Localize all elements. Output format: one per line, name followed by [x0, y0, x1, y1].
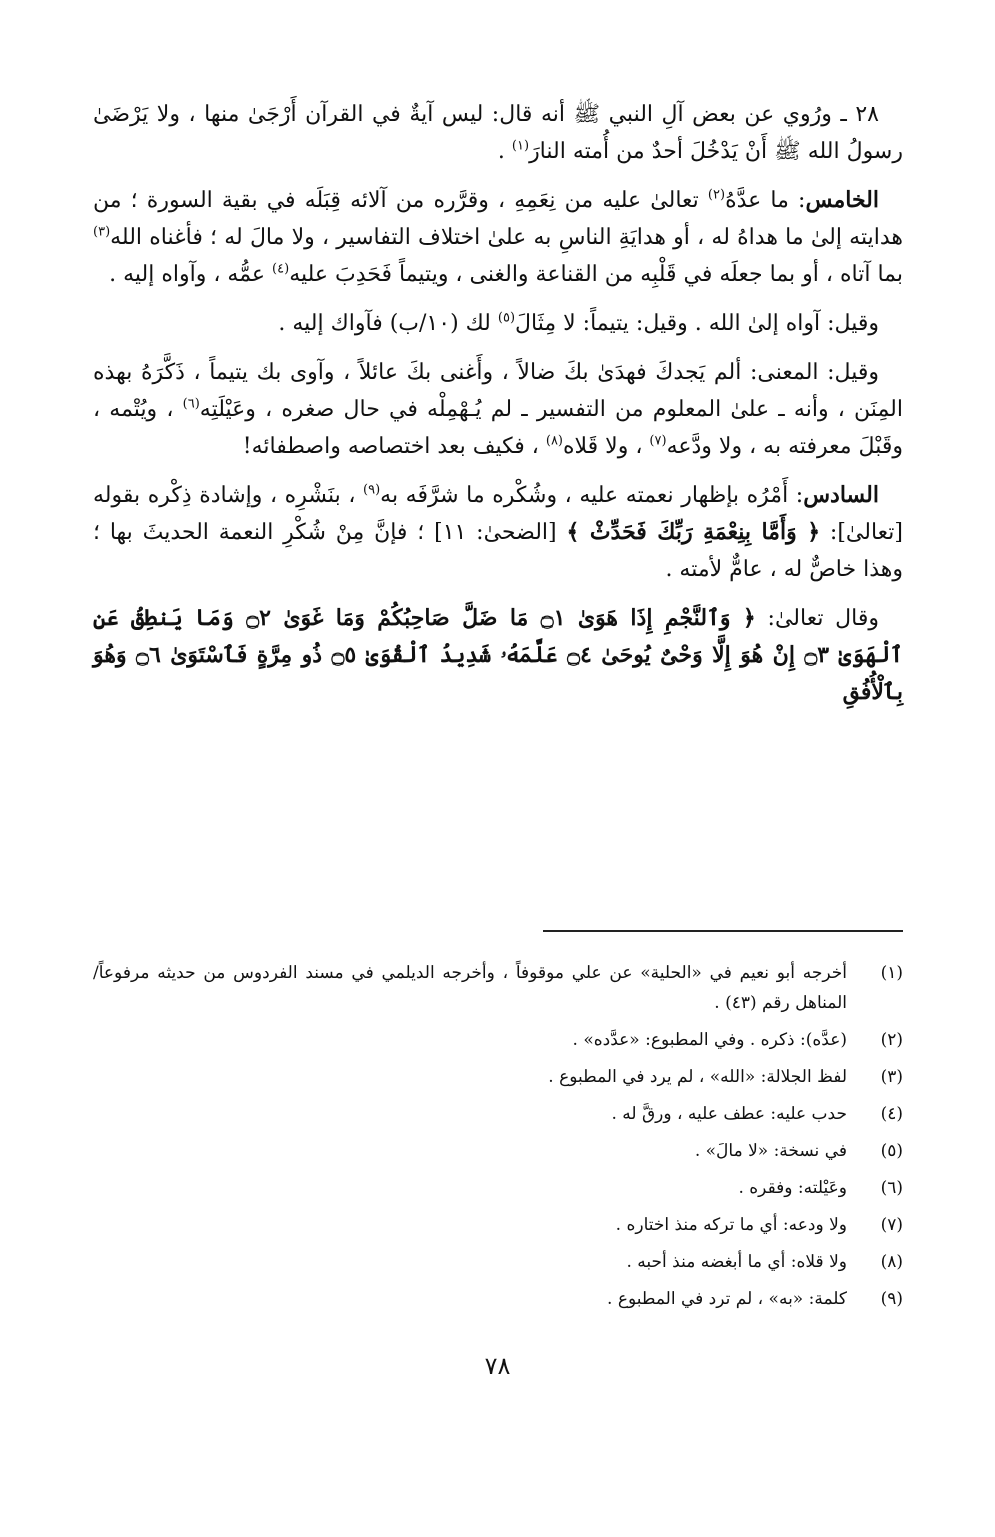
- footnote-ref-3: (٣): [93, 224, 111, 240]
- footnote-ref-8: (٨): [545, 433, 563, 449]
- footnote-number: (١): [880, 963, 903, 983]
- paragraph-sixth: [93, 477, 903, 588]
- footnote-number: (٩): [880, 1289, 903, 1309]
- paragraph-qil-2: [93, 354, 903, 465]
- footnote-text: لفظ الجلالة: «الله» ، لم يرد في المطبوع .: [548, 1067, 847, 1087]
- paragraph-text: وقيل: آواه إلىٰ الله . وقيل: يتيماً: لا مِثَالَ: [515, 311, 879, 336]
- footnote-text: حدب عليه: عطف عليه ، ورقَّ له .: [611, 1104, 847, 1124]
- footnotes: [93, 958, 903, 1321]
- footnote-text: وعَيْلته: وفقره .: [738, 1178, 847, 1198]
- quran-quote: ﴿ وَٱلنَّجْمِ إِذَا هَوَىٰ ۝١ مَا ضَلَّ صَاحِبُكُمْ وَمَا غَوَىٰ ۝٢ وَمَا يَنطِقُ عَنِ ٱلْهَوَىٰ ۝٣ إِنْ هُوَ إِلَّا وَحْىٌ يُوحَىٰ ۝٤ عَلَّمَهُۥ شَدِيدُ ٱلْقُوَىٰ ۝٥ ذُو مِرَّةٍ فَٱسْتَوَىٰ ۝٦ وَهُوَ بِٱلْأُفُقِ: [93, 605, 904, 705]
- main-text: [93, 96, 903, 723]
- paragraph-text: ، ولا قَلاه: [563, 434, 650, 459]
- paragraph-text: وقال تعالىٰ:: [755, 606, 880, 631]
- footnote-ref-9: (٩): [363, 482, 381, 498]
- paragraph-text: ، بنَشْرِه ، وإشادة ذِكْره بقوله [تعالىٰ]:: [93, 483, 903, 545]
- paragraph-qil-1: [93, 305, 903, 342]
- footnote-item: [93, 1173, 903, 1203]
- paragraph-fifth: [93, 182, 903, 293]
- footnote-number: (٢): [880, 1030, 903, 1050]
- paragraph-text: عمُّه ، وآواه إليه .: [109, 262, 273, 287]
- paragraph-text: : أَمْرُه بإظهار نعمته عليه ، وشُكْره ما شرَّفَه به: [380, 483, 804, 508]
- paragraph-text: ، ويُتْمه ، وقَبْلَ معرفته به ، ولا ودَّعه: [93, 397, 903, 459]
- footnote-item: [93, 1062, 903, 1092]
- footnote-item: [93, 1247, 903, 1277]
- paragraph-text: ٢٨ ـ ورُوي عن بعض آلِ النبي ﷺ أنه قال: ليس آيةٌ في القرآن أَرْجَىٰ منها ، ولا يَرْضَىٰ رسولُ الله ﷺ أَنْ يَدْخُلَ أحدٌ من أُمته النارَ: [93, 102, 903, 164]
- footnote-text: ولا ودعه: أي ما تركه منذ اختاره .: [615, 1215, 847, 1235]
- footnote-number: (٧): [880, 1215, 903, 1235]
- section-lead-fifth: الخامس: [805, 187, 879, 213]
- paragraph-text: تعالىٰ عليه من نِعَمِهِ ، وقرَّره من آلائه قِبَلَه في بقية السورة ؛ من هدايته إلىٰ ما هداهُ له ، أو هدايَةِ الناسِ به علىٰ اختلاف التفاسير ، ولا مالَ له ؛ فأغناه الله: [93, 188, 903, 250]
- footnote-item: [93, 1210, 903, 1240]
- section-lead-sixth: السادس: [803, 482, 879, 508]
- paragraph-najm: [93, 600, 903, 711]
- footnote-ref-2: (٢): [707, 187, 726, 203]
- footnote-item: [93, 1025, 903, 1055]
- footnote-text: أخرجه أبو نعيم في «الحلية» عن علي موقوفاً ، وأخرجه الديلمي في مسند الفردوس من حديثه مرفوعاً/ المناهل رقم (٤٣) .: [93, 963, 847, 1013]
- footnote-ref-7: (٧): [649, 433, 667, 449]
- footnote-number: (٦): [880, 1178, 903, 1198]
- footnote-text: في نسخة: «لا مالَ» .: [694, 1141, 847, 1161]
- footnote-item: [93, 1136, 903, 1166]
- footnote-item: [93, 958, 903, 1018]
- page-number: ٧٨: [484, 1352, 511, 1380]
- paragraph-text: وقيل: المعنى: ألم يَجدكَ فهدَىٰ بكَ ضالاً ، وأَغنى بكَ عائلاً ، وآوى بك يتيماً ، ذَكَّرَهُ بهذه المِنَن ، وأنه ـ علىٰ المعلوم من التفسير ـ لم يُـهْمِلْه في حال صغره ، وعَيْلَتِه: [93, 360, 903, 422]
- footnote-ref-1: (١): [511, 138, 530, 154]
- paragraph-text: [الضحىٰ: ١١] ؛ فإنَّ مِنْ شُكْرِ النعمة الحديثَ بها ؛ وهذا خاصٌّ له ، عامٌّ لأمته .: [93, 520, 903, 582]
- footnote-item: [93, 1284, 903, 1314]
- quran-quote: ﴿ وَأَمَّا بِنِعْمَةِ رَبِّكَ فَحَدِّثْ ﴾: [566, 519, 821, 545]
- footnote-ref-4: (٤): [272, 261, 290, 277]
- footnote-number: (٥): [880, 1141, 903, 1161]
- footnote-number: (٨): [880, 1252, 903, 1272]
- paragraph-text: .: [497, 139, 512, 164]
- footnote-text: ولا قلاه: أي ما أبغضه منذ أحبه .: [626, 1252, 847, 1272]
- paragraph-text: : ما عدَّهُ: [725, 188, 806, 213]
- footnote-ref-5: (٥): [497, 310, 516, 326]
- footnote-number: (٤): [880, 1104, 903, 1124]
- paragraph-text: لك (١٠/ب) فآواك إليه .: [278, 311, 498, 336]
- paragraph-text: بما آتاه ، أو بما جعلَه في قَلْبِه من القناعة والغنى ، ويتيماً فَحَدِبَ عليه: [289, 262, 903, 287]
- footnote-number: (٣): [880, 1067, 903, 1087]
- footnote-ref-6: (٦): [182, 396, 200, 412]
- footnote-text: (عدَّه): ذكره . وفي المطبوع: «عدَّده» .: [572, 1030, 847, 1050]
- footnote-item: [93, 1099, 903, 1129]
- footnote-text: كلمة: «به» ، لم ترد في المطبوع .: [607, 1289, 847, 1309]
- paragraph-28: [93, 96, 903, 170]
- footnote-divider: [543, 930, 903, 932]
- paragraph-text: ، فكيف بعد اختصاصه واصطفائه!: [242, 434, 546, 459]
